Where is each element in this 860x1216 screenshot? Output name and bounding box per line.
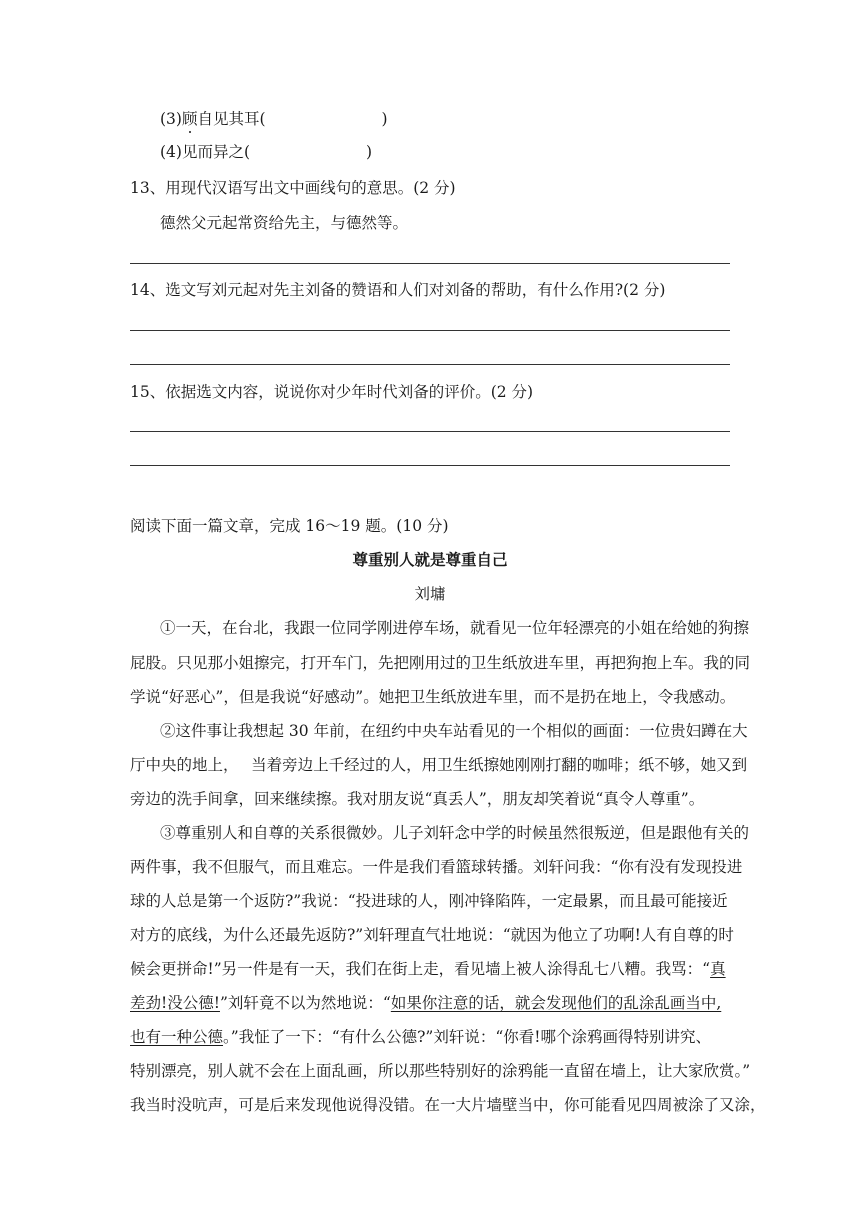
article-line: 对方的底线，为什么还最先返防?”刘轩理直气壮地说：“就因为他立了功啊!人有自尊的时 <box>130 926 734 944</box>
q12-item-3-close-paren: ) <box>381 110 388 128</box>
article-line: 学说“好恶心”，但是我说“好感动”。她把卫生纸放进车里，而不是扔在地上，令我感动。 <box>130 688 736 706</box>
q12-item-4 <box>160 142 372 162</box>
article-line: 两件事，我不但服气，而且难忘。一件是我们看篮球转播。刘轩问我：“你有没有发现投进 <box>130 858 743 876</box>
q15-prompt: 15、依据选文内容，说说你对少年时代刘备的评价。(2 分) <box>130 383 534 401</box>
article-line: 厅中央的地上， 当着旁边上千经过的人，用卫生纸擦她刚刚打翻的咖啡；纸不够，她又到 <box>130 756 748 774</box>
underlined-sentence: 也有一种公德 <box>130 1028 224 1046</box>
q14-answer-line-2[interactable] <box>130 364 730 365</box>
q13-prompt: 13、用现代汉语写出文中画线句的意思。(2 分) <box>130 179 456 197</box>
q15-answer-line-1[interactable] <box>130 431 730 432</box>
article-line <box>130 1027 711 1047</box>
article-line: 屁股。只见那小姐擦完，打开车门，先把刚用过的卫生纸放进车里，再把狗抱上车。我的同 <box>130 654 751 672</box>
q15-answer-line-2[interactable] <box>130 465 730 466</box>
article-text: ”刘轩竟不以为然地说：“ <box>219 994 391 1012</box>
q13-answer-line[interactable] <box>130 263 730 264</box>
q12-item-4-close-paren: ) <box>366 143 373 161</box>
q12-item-3 <box>160 109 388 129</box>
q12-item-4-text: (4)见而异之( <box>160 143 251 161</box>
q13-sentence: 德然父元起常资给先主，与德然等。 <box>160 214 409 232</box>
underlined-text: 真 <box>710 960 726 978</box>
q14-answer-line-1[interactable] <box>130 330 730 331</box>
underlined-sentence: 如果你注意的话，就会发现他们的乱涂乱画当中, <box>390 994 722 1012</box>
q12-item-3-number: (3) <box>160 110 182 128</box>
q12-item-3-dotted-char: 顾 <box>181 110 198 128</box>
article-line: 旁边的洗手间拿，回来继续擦。我对朋友说“真丢人”，朋友却笑着说“真令人尊重”。 <box>130 790 705 808</box>
article-line: ①一天，在台北，我跟一位同学刚进停车场，就看见一位年轻漂亮的小姐在给她的狗擦 <box>160 619 750 637</box>
underlined-text: 差劲!没公德! <box>130 994 220 1012</box>
q14-prompt: 14、选文写刘元起对先主刘备的赞语和人们对刘备的帮助，有什么作用?(2 分) <box>130 281 666 299</box>
article-text: 候会更拼命!”另一件是有一天，我们在街上走，看见墙上被人涂得乱七八糟。我骂：“ <box>130 960 711 978</box>
article-author: 刘墉 <box>414 585 446 603</box>
article-line: 我当时没吭声，可是后来发现他说得没错。在一大片墙壁当中，你可能看见四周被涂了又涂， <box>130 1096 766 1114</box>
q12-item-3-text: 自见其耳( <box>197 110 266 128</box>
article-line: 球的人总是第一个返防?”我说：“投进球的人，刚冲锋陷阵，一定最累，而且最可能接近 <box>130 892 728 910</box>
article-line: 特别漂亮，别人就不会在上面乱画，所以那些特别好的涂鸦能一直留在墙上，让大家欣赏。” <box>130 1062 751 1080</box>
article-line: ③尊重别人和自尊的关系很微妙。儿子刘轩念中学的时候虽然很叛逆，但是跟他有关的 <box>160 824 750 842</box>
article-text: 。”我怔了一下：“有什么公德?”刘轩说：“你看!哪个涂鸦画得特别讲究、 <box>223 1028 712 1046</box>
article-line <box>130 993 721 1013</box>
reading-intro: 阅读下面一篇文章，完成 16～19 题。(10 分) <box>130 517 449 535</box>
article-title: 尊重别人就是尊重自己 <box>352 550 508 569</box>
article-line: ②这件事让我想起 30 年前，在纽约中央车站看见的一个相似的画面：一位贵妇蹲在大 <box>160 722 748 740</box>
article-line <box>130 959 726 979</box>
